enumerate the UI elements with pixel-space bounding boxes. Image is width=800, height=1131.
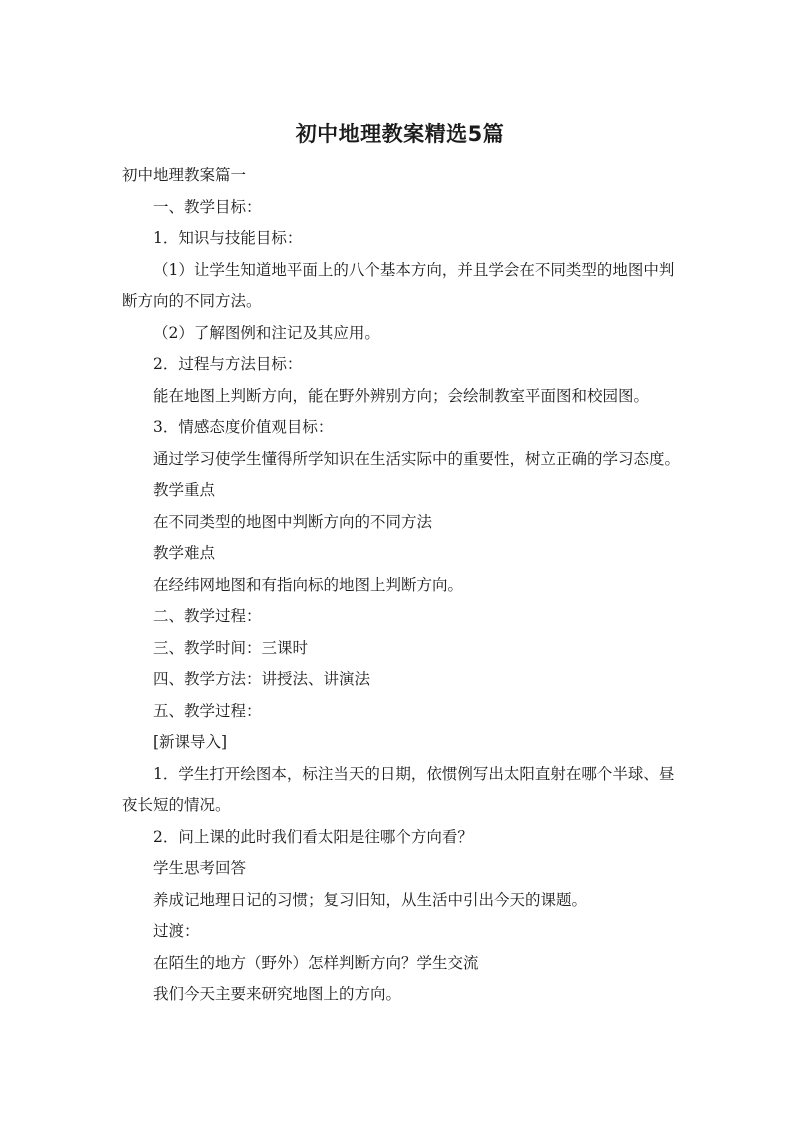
paragraph: 四、教学方法：讲授法、讲演法 <box>153 670 371 688</box>
paragraph: 我们今天主要来研究地图上的方向。 <box>153 985 402 1003</box>
paragraph: 过渡： <box>153 922 200 940</box>
paragraph: 一、教学目标： <box>153 197 262 216</box>
paragraph: 通过学习使学生懂得所学知识在生活实际中的重要性，树立正确的学习态度。 <box>153 449 681 468</box>
paragraph: 在陌生的地方（野外）怎样判断方向？学生交流 <box>153 953 479 972</box>
paragraph: 五、教学过程： <box>153 701 262 720</box>
paragraph: 能在地图上判断方向，能在野外辨别方向；会绘制教室平面图和校园图。 <box>153 386 650 405</box>
paragraph: 养成记地理日记的习惯；复习旧知，从生活中引出今天的课题。 <box>153 890 588 909</box>
paragraph: 初中地理教案篇一 <box>122 166 247 184</box>
document-title: 初中地理教案精选5篇 <box>295 122 505 146</box>
paragraph: （2）了解图例和注记及其应用。 <box>153 323 380 342</box>
paragraph: 在经纬网地图和有指向标的地图上判断方向。 <box>153 575 464 594</box>
document-body <box>122 160 682 1011</box>
paragraph: 3．情感态度价值观目标： <box>153 418 334 436</box>
paragraph: 2．问上课的此时我们看太阳是往哪个方向看？ <box>153 827 473 846</box>
paragraph: 教学重点 <box>153 481 216 499</box>
paragraph: 2．过程与方法目标： <box>153 355 303 373</box>
paragraph: [新课导入] <box>153 733 228 751</box>
paragraph: 在不同类型的地图中判断方向的不同方法 <box>153 512 433 531</box>
paragraph: 1．学生打开绘图本，标注当天的日期，依惯例写出太阳直射在哪个半球、昼夜长短的情况。 <box>122 764 675 814</box>
paragraph: 二、教学过程： <box>153 607 262 625</box>
paragraph: 1．知识与技能目标： <box>153 229 303 247</box>
paragraph: 学生思考回答 <box>153 859 247 877</box>
paragraph: （1）让学生知道地平面上的八个基本方向，并且学会在不同类型的地图中判断方向的不同方法。 <box>122 260 675 310</box>
paragraph: 教学难点 <box>153 544 216 562</box>
paragraph: 三、教学时间：三课时 <box>153 638 309 657</box>
